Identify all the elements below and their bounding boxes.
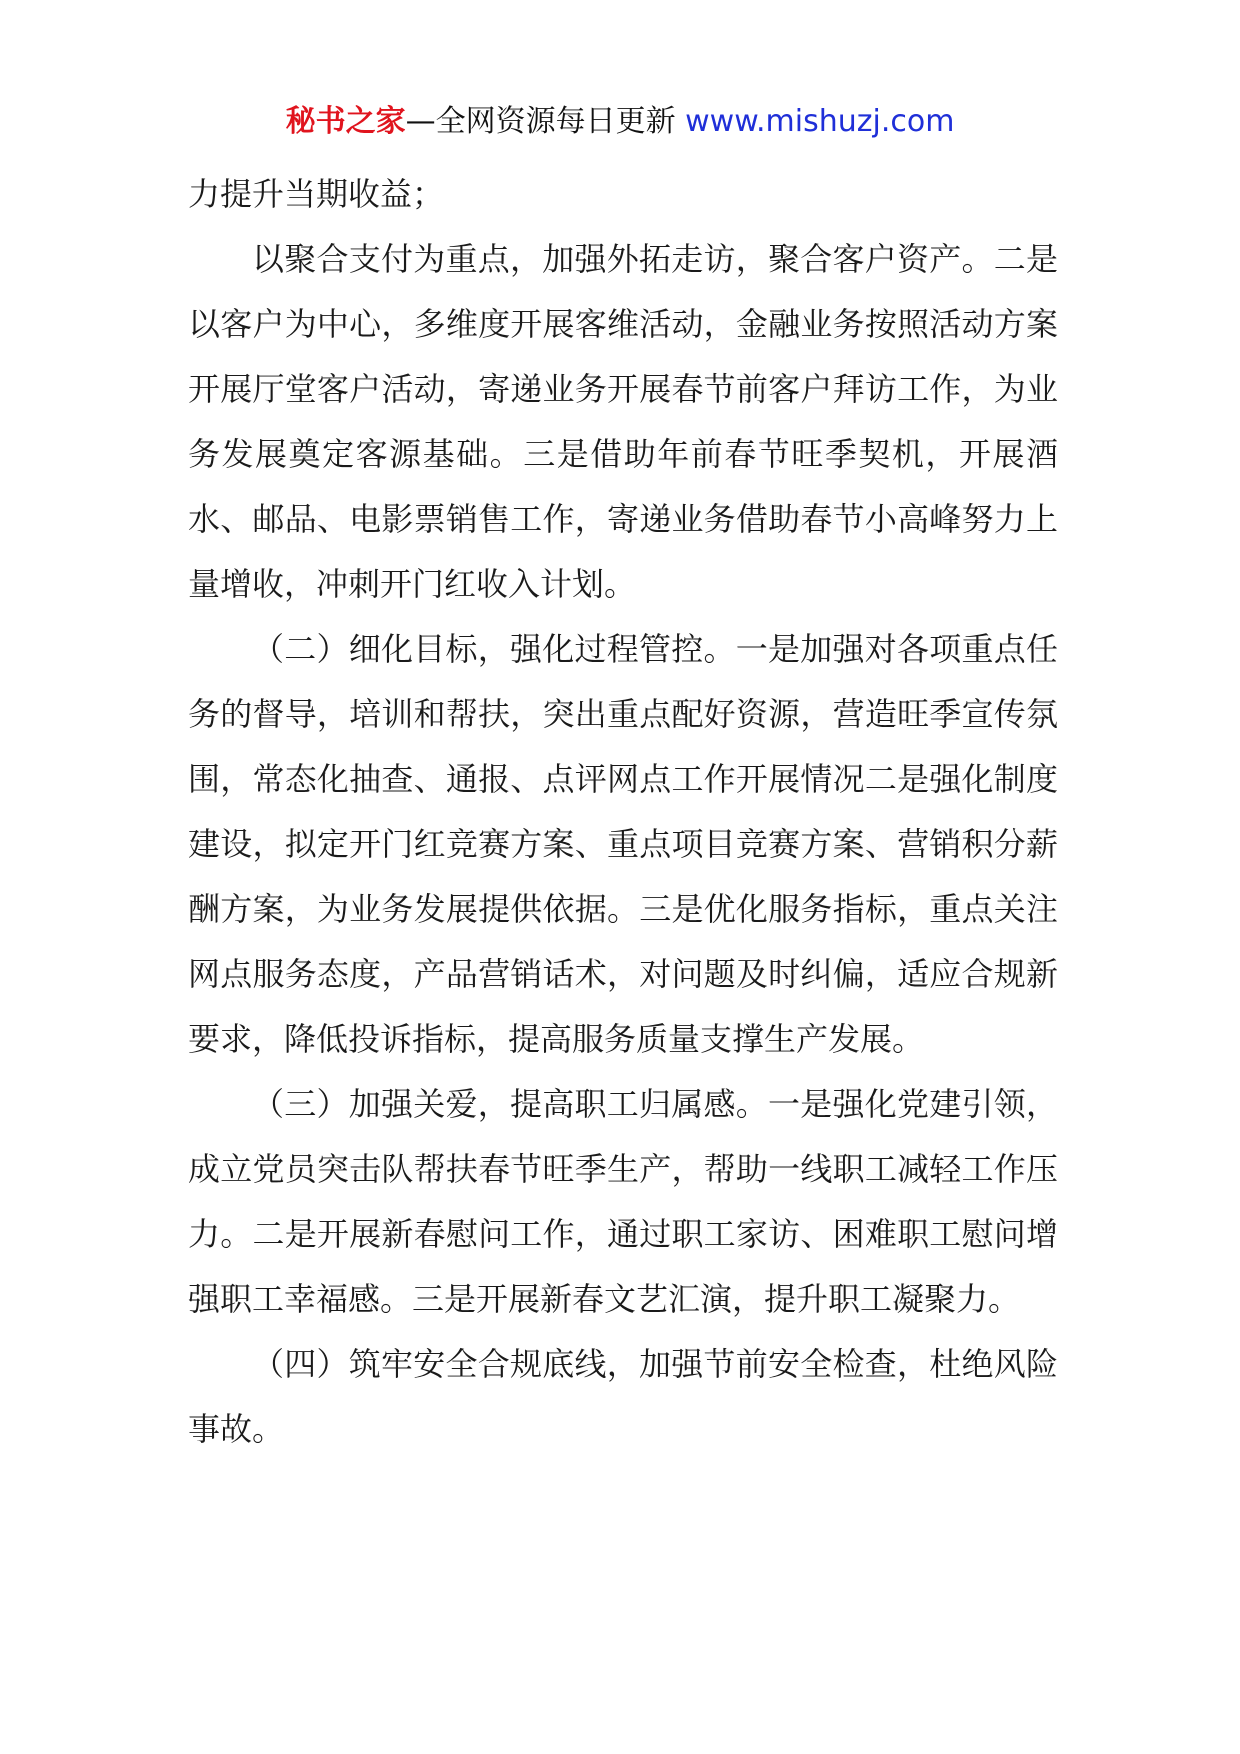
header-tagline: —全网资源每日更新 xyxy=(405,104,686,139)
page-header xyxy=(0,102,1240,142)
brand-name: 秘书之家 xyxy=(285,104,406,139)
site-url: www.mishuzj.com xyxy=(685,104,955,139)
paragraph-section-3: （三）加强关爱，提高职工归属感。一是强化党建引领，成立党员突击队帮扶春节旺季生产，帮助一线职工减轻工作压力。二是开展新春慰问工作，通过职工家访、困难职工慰问增强职工幸福感。三是开展新春文艺汇演，提升职工凝聚力。 xyxy=(188,1085,1058,1318)
paragraph-section-2: （二）细化目标，强化过程管控。一是加强对各项重点任务的督导，培训和帮扶，突出重点配好资源，营造旺季宣传氛围，常态化抽查、通报、点评网点工作开展情况二是强化制度建设，拟定开门红竞赛方案、重点项目竞赛方案、营销积分薪酬方案，为业务发展提供依据。三是优化服务指标，重点关注网点服务态度，产品营销话术，对问题及时纠偏，适应合规新要求，降低投诉指标，提高服务质量支撑生产发展。 xyxy=(188,630,1058,1058)
paragraph-continuation: 力提升当期收益； xyxy=(188,175,445,213)
paragraph-aggregate-payment: 以聚合支付为重点，加强外拓走访，聚合客户资产。二是以客户为中心，多维度开展客维活动，金融业务按照活动方案开展厅堂客户活动，寄递业务开展春节前客户拜访工作，为业务发展奠定客源基础。三是借助年前春节旺季契机，开展酒水、邮品、电影票销售工作，寄递业务借助春节小高峰努力上量增收，冲刺开门红收入计划。 xyxy=(188,240,1058,603)
paragraph-section-4: （四）筑牢安全合规底线，加强节前安全检查，杜绝风险事故。 xyxy=(188,1345,1058,1448)
document-body xyxy=(188,162,1058,1462)
